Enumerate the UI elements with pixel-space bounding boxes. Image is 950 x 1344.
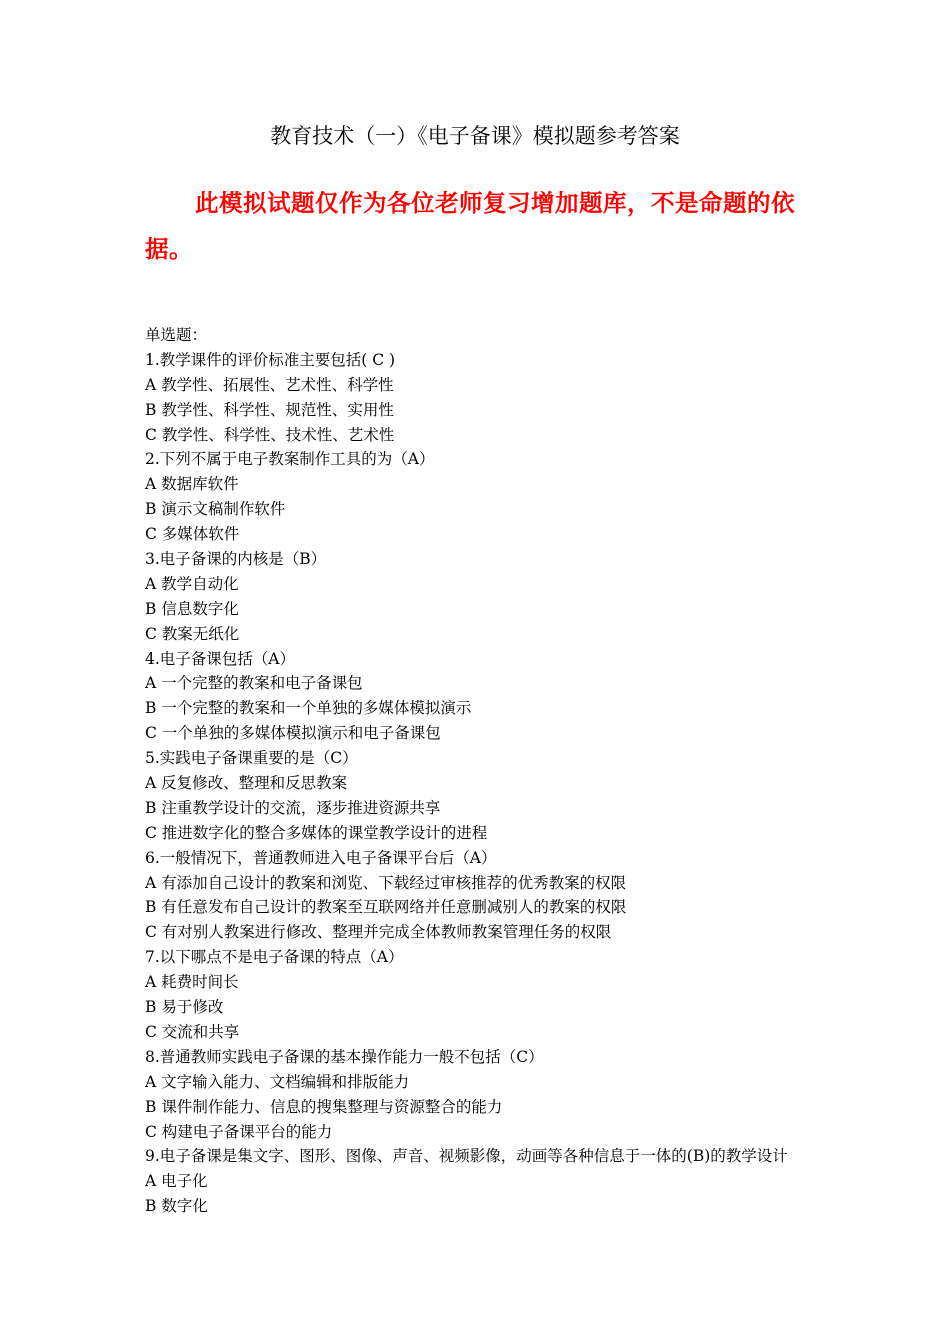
red-notice: 此模拟试题仅作为各位老师复习增加题库，不是命题的依据。 [145, 189, 795, 263]
question-list [145, 323, 845, 1219]
option-line: B 易于修改 [145, 998, 224, 1017]
question-line: 1.教学课件的评价标准主要包括( C ) [145, 350, 396, 369]
option-line: A 一个完整的教案和电子备课包 [145, 674, 363, 693]
option-line: C 推进数字化的整合多媒体的课堂教学设计的进程 [145, 823, 488, 842]
question-line: 7.以下哪点不是电子备课的特点（A） [145, 948, 404, 967]
option-line: B 有任意发布自己设计的教案至互联网络并任意删减别人的教案的权限 [145, 898, 627, 917]
document-title: 教育技术（一）《电子备课》模拟题参考答案 [270, 124, 680, 148]
option-line: A 数据库软件 [145, 475, 239, 494]
option-line: B 数字化 [145, 1197, 208, 1216]
option-line: B 课件制作能力、信息的搜集整理与资源整合的能力 [145, 1097, 503, 1116]
question-line: 3.电子备课的内核是（B） [145, 550, 327, 569]
question-line: 4.电子备课包括（A） [145, 649, 295, 668]
option-line: C 一个单独的多媒体模拟演示和电子备课包 [145, 724, 441, 743]
option-line: B 一个完整的教案和一个单独的多媒体模拟演示 [145, 699, 472, 718]
option-line: A 教学性、拓展性、艺术性、科学性 [145, 375, 394, 394]
question-line: 2.下列不属于电子教案制作工具的为（A） [145, 450, 435, 469]
option-line: B 演示文稿制作软件 [145, 500, 286, 519]
option-line: A 耗费时间长 [145, 973, 239, 992]
option-line: A 教学自动化 [145, 574, 239, 593]
option-line: C 交流和共享 [145, 1022, 240, 1041]
question-line: 6.一般情况下，普通教师进入电子备课平台后（A） [145, 848, 497, 867]
option-line: A 有添加自己设计的教案和浏览、下载经过审核推荐的优秀教案的权限 [145, 873, 627, 892]
question-line: 9.电子备课是集文字、图形、图像、声音、视频影像，动画等各种信息于一体的(B)的教学设计 [145, 1147, 788, 1166]
option-line: B 注重教学设计的交流，逐步推进资源共享 [145, 798, 441, 817]
option-line: B 教学性、科学性、规范性、实用性 [145, 400, 394, 419]
option-line: A 文字输入能力、文档编辑和排版能力 [145, 1072, 410, 1091]
option-line: C 教学性、科学性、技术性、艺术性 [145, 425, 395, 444]
section-label: 单选题： [145, 326, 208, 344]
option-line: A 反复修改、整理和反思教案 [145, 774, 348, 793]
option-line: A 电子化 [145, 1172, 208, 1191]
option-line: C 多媒体软件 [145, 525, 240, 544]
question-line: 8.普通教师实践电子备课的基本操作能力一般不包括（C） [145, 1047, 544, 1066]
question-line: 5.实践电子备课重要的是（C） [145, 749, 358, 768]
option-line: C 有对别人教案进行修改、整理并完成全体教师教案管理任务的权限 [145, 923, 612, 942]
option-line: C 教案无纸化 [145, 624, 240, 643]
option-line: B 信息数字化 [145, 599, 239, 618]
option-line: C 构建电子备课平台的能力 [145, 1122, 333, 1141]
